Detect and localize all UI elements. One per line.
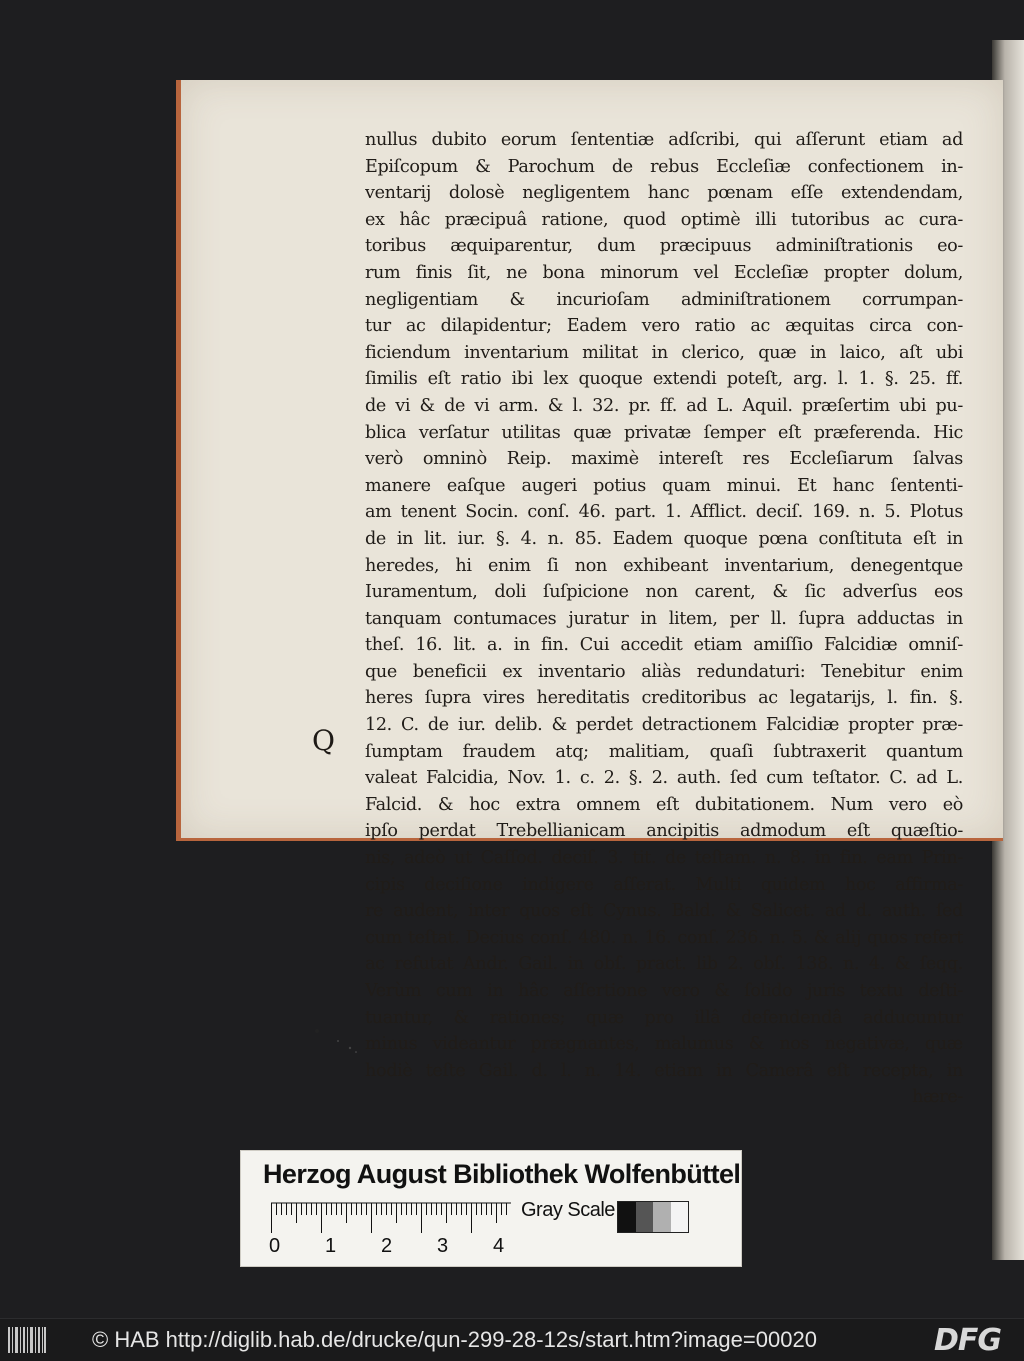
text-line: minus videantur prægnantes, malumus & nos negativæ, quæ (365, 1034, 963, 1055)
ruler-number: 1 (325, 1235, 337, 1257)
ruler-ticks (271, 1201, 511, 1235)
ink-specks (312, 1026, 372, 1056)
text-line: de vi & de vi arm. & l. 32. pr. ff. ad L. Aquil. præſertim ubi pu- (365, 395, 963, 416)
ruler-number: 4 (493, 1235, 505, 1257)
text-line: cum teſtat. Decius conſ. 480. n. 16. conſ. 236. n. 5. & alij quos refert (365, 927, 963, 948)
text-line: ſimilis eſt ratio ibi lex quoque extendi poteſt, arg. l. 1. §. 25. ff. (365, 369, 963, 390)
text-line: re audent, inter quos eſt Cynus. Bald. & Salicet. ad d. auth. ſed (365, 901, 963, 922)
text-line: blica verſatur utilitas quæ privatæ ſemper eſt præferenda. Hic (365, 422, 963, 443)
page-body-text (365, 127, 963, 1111)
text-line: que beneficii ex inventario aliàs redundaturi: Tenebitur enim (365, 661, 963, 682)
text-line: heredes, hi enim ſi non exhibeant inventarium, denegentque (365, 555, 963, 576)
text-line: heres ſupra vires hereditatis creditoribus ac legatarijs, l. fin. §. (365, 688, 963, 709)
text-line: 12. C. de iur. delib. & perdet detractionem Falcidiæ propter præ- (365, 715, 963, 736)
gray-scale-swatch (617, 1201, 689, 1233)
text-line: ex hâc præcipuâ ratione, quod optimè illi tutoribus ac cura- (365, 209, 963, 230)
text-line: tur ac dilapidentur; Eadem vero ratio ac æquitas circa con- (365, 316, 963, 337)
ruler-number: 2 (381, 1235, 393, 1257)
text-line: ſumptam fraudem atq; malitiam, quaſi ſubtraxerit quantum (365, 741, 963, 762)
text-line: tuantur, & rationes; quæ pro illâ defendendâ adducuntur (365, 1007, 963, 1028)
text-line: valeat Falcidia, Nov. 1. c. 2. §. 2. auth. ſed cum teſtator. C. ad L. (365, 768, 963, 789)
catchword: hære- (912, 1087, 963, 1108)
gray-swatch-cell (618, 1202, 636, 1232)
gray-swatch-cell (636, 1202, 654, 1232)
text-line: am tenent Socin. conſ. 46. part. 1. Afflict. deciſ. 169. n. 5. Plotus (365, 502, 963, 523)
text-line: ficiendum inventarium militat in clerico, quæ in laico, aſt ubi (365, 342, 963, 363)
gray-scale-label: Gray Scale (521, 1199, 615, 1221)
source-url-link[interactable]: © HAB http://diglib.hab.de/drucke/qun-299-28-12s/start.htm?image=00020 (92, 1327, 817, 1352)
text-line: cipis deciſione indigere aſſerat. Multi quidem hoc affirma- (365, 874, 963, 895)
text-line: hodiè teſte Gail. d. l. n. 14. etiam in Camerâ eſt recepta, in (365, 1060, 963, 1081)
text-line: tanquam contumaces juratur in litem, per ll. ſupra adductas in (365, 608, 963, 629)
barcode-icon (8, 1327, 46, 1353)
text-line: verò omninò Reip. maximè intereſt res Eccleſiarum ſalvas (365, 449, 963, 470)
text-line: toribus æquiparentur, dum præcipuus adminiſtrationis eo- (365, 236, 963, 257)
text-line: Falcid. & hoc extra omnem eſt dubitationem. Num vero eò (365, 794, 963, 815)
text-line: nis, adeò ut Caſſod. deciſ. 3. tit. de teſtam. n. 8. in fin. eam Prin- (365, 848, 963, 869)
text-line: nullus dubito eorum ſententiæ adſcribi, qui aſſerunt etiam ad (365, 130, 963, 150)
dfg-logo: DFG (934, 1323, 1002, 1358)
text-line: Epiſcopum & Parochum de rebus Eccleſiæ confectionem in- (365, 156, 963, 177)
margin-mark: Q (312, 724, 335, 757)
ruler-number: 0 (269, 1235, 281, 1257)
gray-swatch-cell (653, 1202, 671, 1232)
text-line: theſ. 16. lit. a. in fin. Cui accedit etiam amiſſio Falcidiæ omniſ- (365, 635, 963, 656)
text-line: ventarij dolosè negligentem hanc pœnam eſſe extendendam, (365, 183, 963, 204)
ruler-number: 3 (437, 1235, 449, 1257)
text-line: Iuramentum, doli ſuſpicione non carent, & ſic adverſus eos (365, 582, 963, 603)
gray-swatch-cell (671, 1202, 689, 1232)
text-line: manere eaſque augeri potius quam minui. Et hanc ſententi- (365, 475, 963, 496)
text-line: ipſo perdat Trebellianicam ancipitis admodum eſt quæſtio- (365, 821, 963, 842)
text-line: Verùm cum in hâc aſſertione vero & ſolido juris textu deſti- (365, 981, 963, 1001)
text-line: ac refutat Andr. Gail. in obſ. pract. lib 2. obſ. 138. n. 4. & ſeqq. (365, 954, 963, 975)
viewer-footer (0, 1318, 1024, 1361)
text-line: de in lit. iur. §. 4. n. 85. Eadem quoque pœna conſtituta eſt in (365, 528, 963, 549)
color-scale-ruler (240, 1150, 742, 1267)
text-line: rum finis ſit, ne bona minorum vel Eccleſiæ propter dolum, (365, 262, 963, 283)
text-line: negligentiam & incurioſam adminiſtrationem corrumpan- (365, 289, 963, 310)
ruler-title: Herzog August Bibliothek Wolfenbüttel (263, 1159, 741, 1189)
